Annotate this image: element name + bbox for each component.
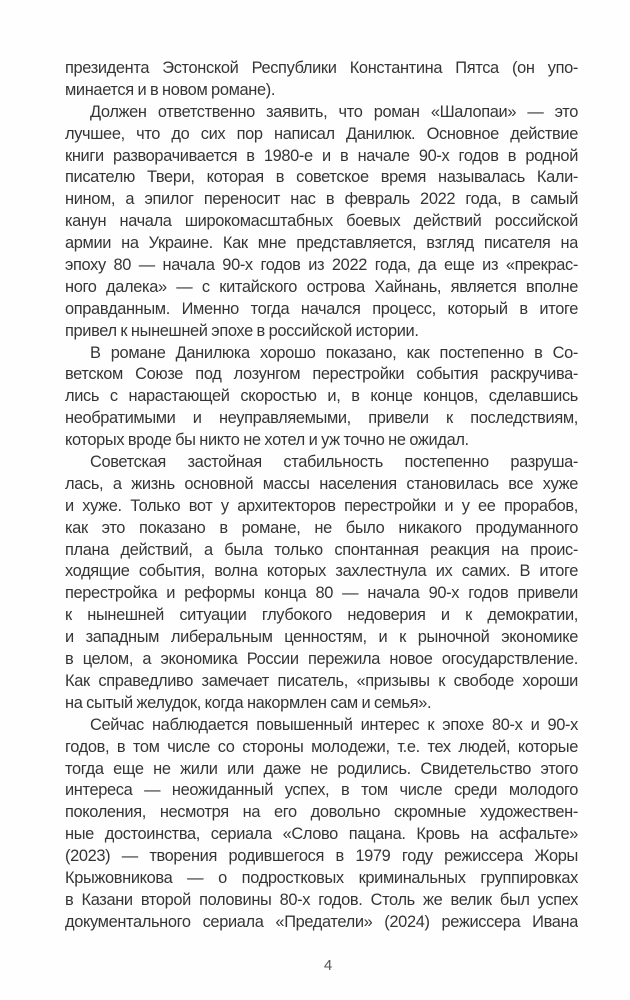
text-line: ходящие события, волна которых захлестнула их самих. В итоге bbox=[65, 562, 578, 581]
text-line: в Казани второй половины 80-х годов. Столь же велик был успех bbox=[65, 890, 578, 909]
text-line: в целом, а экономика России пережила новое огосударствление. bbox=[65, 650, 578, 669]
text-line: лучшее, что до сих пор написал Данилюк. Основное действие bbox=[65, 124, 578, 143]
paragraph-2 bbox=[65, 102, 578, 343]
text-line: плана действий, а была только спонтанная реакция на проис- bbox=[65, 540, 578, 559]
text-line: годов, в том числе со стороны молодежи, т.е. тех людей, которые bbox=[65, 737, 578, 756]
text-line: к нынешней ситуации глубокого недоверия и к демократии, bbox=[65, 606, 578, 625]
text-line: оправданным. Именно тогда начался процесс, который в итоге bbox=[65, 299, 578, 318]
text-line: (2023) — творения родившегося в 1979 году режиссера Жоры bbox=[65, 847, 578, 866]
text-line: Крыжовникова — о подростковых криминальных группировках bbox=[65, 868, 578, 887]
text-line: поколения, несмотря на его довольно скромные художествен- bbox=[65, 803, 578, 822]
page-number: 4 bbox=[323, 957, 333, 974]
text-line: как это показано в романе, не было никакого продуманного bbox=[65, 518, 578, 537]
text-line: интереса — неожиданный успех, в том числе среди молодого bbox=[65, 781, 578, 800]
text-line: президента Эстонской Республики Константина Пятса (он упо- bbox=[65, 59, 578, 77]
text-line: писателю Твери, которая в советское время называлась Кали- bbox=[65, 168, 578, 187]
text-line: Должен ответственно заявить, что роман «Шалопаи» — это bbox=[90, 102, 578, 121]
text-line: армии на Украине. Как мне представляется, взгляд писателя на bbox=[65, 234, 578, 253]
text-line: лась, а жизнь основной массы населения становилась все хуже bbox=[65, 474, 578, 493]
text-line: документального сериала «Предатели» (2024) режиссера Ивана bbox=[65, 912, 578, 931]
text-line: В романе Данилюка хорошо показано, как постепенно в Со- bbox=[90, 343, 578, 362]
paragraph-4 bbox=[65, 452, 578, 715]
text-line: и западным либеральным ценностям, и к рыночной экономике bbox=[65, 628, 578, 647]
text-line: Сейчас наблюдается повышенный интерес к эпохе 80-х и 90-х bbox=[90, 715, 578, 734]
text-line: и хуже. Только вот у архитекторов перестройки и у ее прорабов, bbox=[65, 496, 578, 515]
text-line: тогда еще не жили или даже не родились. Свидетельство этого bbox=[65, 759, 578, 778]
text-line: привел к нынешней эпохе в российской истории. bbox=[65, 321, 419, 340]
text-line: Как справедливо замечает писатель, «призывы к свободе хороши bbox=[65, 671, 578, 690]
paragraph-3 bbox=[65, 343, 578, 452]
text-line: лись с нарастающей скоростью и, в конце концов, сделавшись bbox=[65, 387, 578, 406]
text-line: ного далека» — с китайского острова Хайнань, является вполне bbox=[65, 277, 578, 296]
paragraph-5 bbox=[65, 715, 578, 934]
text-line: ные достоинства, сериала «Слово пацана. Кровь на асфальте» bbox=[65, 825, 578, 844]
text-line: Советская застойная стабильность постепенно разруша- bbox=[90, 453, 578, 472]
text-line: минается и в новом романе). bbox=[65, 80, 276, 99]
text-line: эпоху 80 — начала 90-х годов из 2022 года, да еще из «прекрас- bbox=[65, 256, 578, 275]
text-line: на сытый желудок, когда накормлен сам и семья». bbox=[65, 693, 432, 712]
text-line: канун начала широкомасштабных боевых действий российской bbox=[65, 212, 578, 231]
text-line: перестройка и реформы конца 80 — начала 90-х годов привели bbox=[65, 584, 578, 603]
text-line: необратимыми и неуправляемыми, привели к последствиям, bbox=[65, 409, 578, 428]
text-line: книги разворачивается в 1980-е и в начале 90-х годов в родной bbox=[65, 146, 578, 165]
paragraph-1 bbox=[65, 58, 578, 102]
text-line: ветском Союзе под лозунгом перестройки события раскручива- bbox=[65, 365, 578, 384]
body-text bbox=[65, 58, 578, 934]
text-line: нином, а эпилог переносит нас в февраль 2022 года, в самый bbox=[65, 190, 578, 209]
text-line: которых вроде бы никто не хотел и уж точно не ожидал. bbox=[65, 431, 469, 450]
